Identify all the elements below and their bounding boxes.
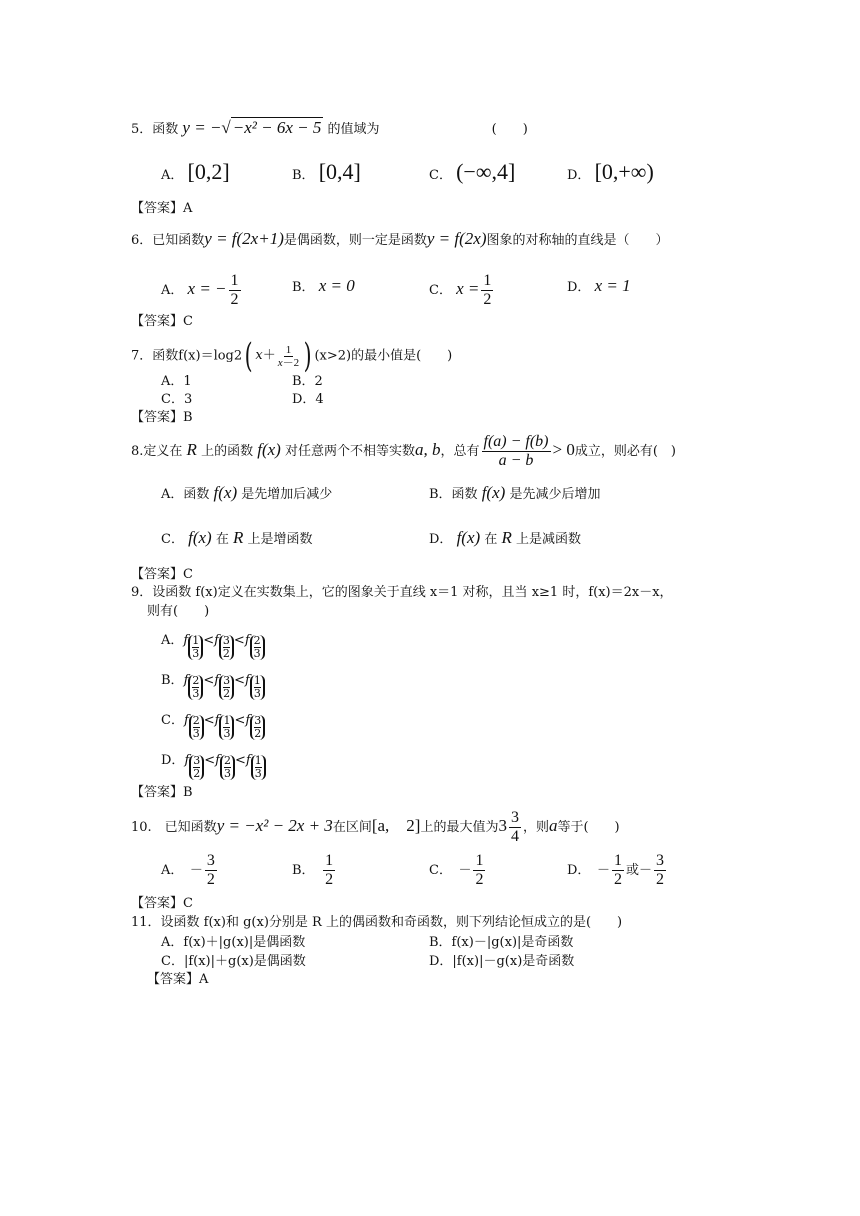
q5-option-d: D． [0,+∞)	[567, 159, 654, 184]
q8-option-b: B．函数 f(x) 是先减少后增加	[429, 483, 601, 502]
q9-stem-line1: 9．设函数 f(x)定义在实数集上，它的图象关于直线 x＝1 对称，且当 x≥1 时，f(x)＝2x－x，	[131, 585, 673, 600]
q5-answer: 【答案】A	[131, 201, 193, 216]
q9-option-c: C．f $\frac{2}{3}$ <f $\frac{1}{3}$ <f $\frac{3}{2}$	[161, 702, 265, 740]
q5-stem: 5．函数 y = −√ −x² − 6x − 5 的值域为 ( )	[131, 118, 528, 137]
q8-option-d: D． f(x) 在 R 上是减函数	[429, 528, 582, 547]
q11-answer: 【答案】A	[147, 972, 209, 987]
q5-option-c: C． (−∞,4]	[429, 159, 516, 184]
q10-option-a: A． － $\frac{3}{2}$	[161, 852, 215, 888]
q6-option-c: C． x = $\frac{1}{2}$	[429, 272, 492, 308]
q6-option-b: B． x = 0	[292, 276, 355, 295]
q5-option-a: A． [0,2]	[161, 159, 230, 184]
q5-option-b: B． [0,4]	[292, 159, 361, 184]
q6-option-d: D． x = 1	[567, 276, 631, 295]
q11-option-d: D．|f(x)|－g(x)是奇函数	[429, 954, 575, 969]
q10-option-b: B． $\frac{1}{2}$	[292, 852, 334, 888]
q7-option-d: D．4	[292, 392, 324, 407]
q11-option-a: A．f(x)＋|g(x)|是偶函数	[161, 935, 306, 950]
q8-answer: 【答案】C	[131, 567, 193, 582]
q7-stem: 7．函数f(x)＝log2 ( x ＋ $\frac{1}{x-2}$ ) (x>2)的最小值是( )	[131, 336, 453, 376]
q9-answer: 【答案】B	[131, 785, 193, 800]
q9-option-d: D．f $\frac{3}{2}$ <f $\frac{2}{3}$ <f $\frac{1}{3}$	[161, 742, 266, 780]
q7-option-b: B．2	[292, 374, 323, 389]
q8-stem: 8.定义在 R 上的函数 f(x) 对任意两个不相等实数a, b，总有 $\frac{f(a) - f(b)}{a - b}$ > 0成立，则必有( )	[131, 433, 676, 469]
q9-stem-line2: 则有( )	[147, 604, 210, 619]
q8-option-c: C． f(x) 在 R 上是增函数	[161, 528, 313, 547]
q9-option-a: A．f $\frac{1}{3}$ <f $\frac{3}{2}$ <f $\frac{2}{3}$	[161, 622, 265, 660]
q6-answer: 【答案】C	[131, 314, 193, 329]
q7-answer: 【答案】B	[131, 410, 193, 425]
q7-option-a: A．1	[161, 374, 192, 389]
q9-option-b: B．f $\frac{2}{3}$ <f $\frac{3}{2}$ <f $\frac{1}{3}$	[161, 662, 265, 700]
q11-option-c: C．|f(x)|＋g(x)是偶函数	[161, 954, 306, 969]
q6-option-a: A． x = − $\frac{1}{2}$	[161, 272, 239, 308]
q6-stem: 6．已知函数y = f(2x+1)是偶函数，则一定是函数y = f(2x)图象的对称轴的直线是（ ）	[131, 229, 669, 248]
q7-option-c: C．3	[161, 392, 193, 407]
q10-option-d: D． － $\frac{1}{2}$ 或－ $\frac{3}{2}$	[567, 852, 664, 888]
q10-option-c: C． － $\frac{1}{2}$	[429, 852, 484, 888]
q10-answer: 【答案】C	[131, 896, 193, 911]
q8-option-a: A．函数 f(x) 是先增加后减少	[161, 483, 333, 502]
q10-stem: 10. 已知函数y = −x² − 2x + 3在区间[a, 2]上的最大值为3 $\frac{3}{4}$ ，则a等于( )	[131, 809, 620, 845]
q11-stem: 11．设函数 f(x)和 g(x)分别是 R 上的偶函数和奇函数，则下列结论恒成立的是( )	[131, 915, 623, 930]
q11-option-b: B．f(x)－|g(x)|是奇函数	[429, 935, 574, 950]
